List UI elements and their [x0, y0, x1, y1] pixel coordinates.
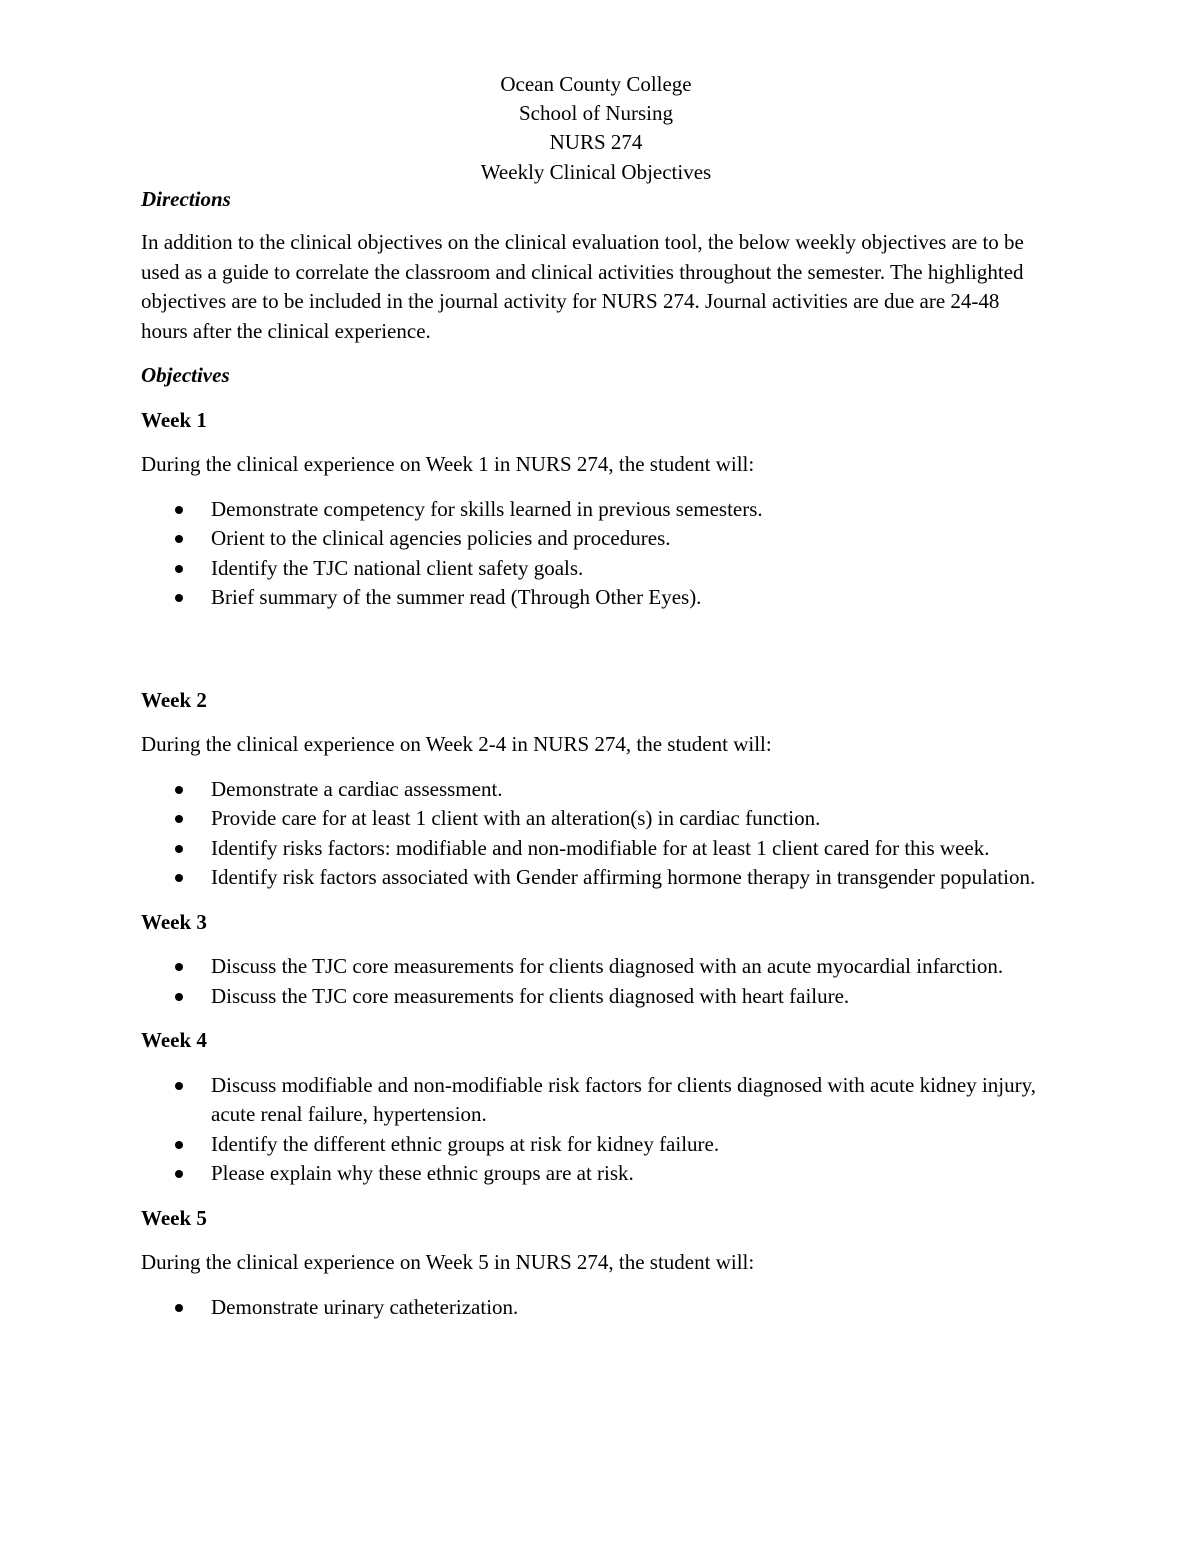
document-title: Weekly Clinical Objectives	[480, 159, 712, 184]
week-2-section	[141, 686, 1051, 893]
week-2-title: Week 2	[141, 687, 207, 712]
objective-text: Please explain why these ethnic groups are at risk.	[211, 1161, 634, 1186]
list-item	[141, 804, 1051, 834]
college-name: Ocean County College	[500, 72, 692, 96]
objective-text: Brief summary of the summer read (Through Other Eyes).	[211, 585, 702, 610]
week-1-title: Week 1	[141, 407, 207, 432]
objective-text: Demonstrate a cardiac assessment.	[211, 776, 503, 801]
bullet-icon	[175, 1170, 183, 1178]
objective-text: Orient to the clinical agencies policies and procedures.	[211, 526, 671, 551]
bullet-icon	[175, 874, 183, 882]
bullet-icon	[175, 815, 183, 823]
week-1-objectives	[141, 495, 1051, 613]
list-item	[141, 1159, 1051, 1189]
list-item	[141, 1293, 1051, 1323]
list-item	[141, 554, 1051, 584]
week-4-objectives	[141, 1071, 1051, 1189]
week-5-section	[141, 1204, 1051, 1323]
week-4-section	[141, 1026, 1051, 1189]
week-3-objectives	[141, 952, 1051, 1011]
objective-text: Demonstrate competency for skills learned in previous semesters.	[211, 496, 763, 521]
document-page	[141, 70, 1051, 1322]
objectives-label: Objectives	[141, 363, 230, 388]
list-item	[141, 952, 1051, 982]
objective-text: Demonstrate urinary catheterization.	[211, 1294, 519, 1319]
list-item	[141, 863, 1051, 893]
week-3-section	[141, 908, 1051, 1012]
list-item	[141, 495, 1051, 525]
week-5-title: Week 5	[141, 1205, 207, 1230]
course-code: NURS 274	[549, 130, 643, 155]
week-2-intro: During the clinical experience on Week 2-4 in NURS 274, the student will:	[141, 732, 772, 757]
week-1-intro: During the clinical experience on Week 1 in NURS 274, the student will:	[141, 452, 755, 477]
objective-text: Identify the different ethnic groups at risk for kidney failure.	[211, 1131, 720, 1156]
bullet-icon	[175, 1304, 183, 1312]
bullet-icon	[175, 506, 183, 514]
school-name: School of Nursing	[519, 101, 673, 126]
document-header	[141, 70, 1051, 187]
objective-text: Identify risks factors: modifiable and non-modifiable for at least 1 client cared for this week.	[211, 835, 990, 860]
bullet-icon	[175, 786, 183, 794]
bullet-icon	[175, 535, 183, 543]
week-5-intro: During the clinical experience on Week 5 in NURS 274, the student will:	[141, 1250, 755, 1275]
bullet-icon	[175, 1141, 183, 1149]
bullet-icon	[175, 963, 183, 971]
objective-text: Identify the TJC national client safety goals.	[211, 555, 584, 580]
blank-space	[141, 613, 1051, 671]
bullet-icon	[175, 1082, 183, 1090]
week-2-objectives	[141, 775, 1051, 893]
bullet-icon	[175, 845, 183, 853]
list-item	[141, 982, 1051, 1012]
list-item	[141, 524, 1051, 554]
bullet-icon	[175, 565, 183, 573]
directions-text: In addition to the clinical objectives on the clinical evaluation tool, the below weekly objectives are to be used as a guide to correlate the classroom and clinical activities throughout the semester. The highlighted objectives are to be included in the journal activity for NURS 274. Journal activities are due are 24-48 hours after the clinical experience.	[141, 230, 1024, 343]
list-item	[141, 834, 1051, 864]
week-5-objectives	[141, 1293, 1051, 1323]
objective-text: Discuss the TJC core measurements for clients diagnosed with heart failure.	[211, 983, 850, 1008]
objective-text: Discuss modifiable and non-modifiable risk factors for clients diagnosed with acute kidney injury, acute renal failure, hypertension.	[211, 1072, 1037, 1127]
list-item	[141, 1130, 1051, 1160]
week-3-title: Week 3	[141, 909, 207, 934]
week-4-title: Week 4	[141, 1028, 207, 1053]
week-1-section	[141, 406, 1051, 613]
objective-text: Discuss the TJC core measurements for clients diagnosed with an acute myocardial infarction.	[211, 954, 1004, 979]
bullet-icon	[175, 594, 183, 602]
list-item	[141, 1071, 1051, 1130]
objective-text: Provide care for at least 1 client with an alteration(s) in cardiac function.	[211, 806, 821, 831]
bullet-icon	[175, 993, 183, 1001]
directions-label: Directions	[141, 186, 231, 211]
objective-text: Identify risk factors associated with Gender affirming hormone therapy in transgender population.	[211, 865, 1036, 890]
list-item	[141, 583, 1051, 613]
list-item	[141, 775, 1051, 805]
